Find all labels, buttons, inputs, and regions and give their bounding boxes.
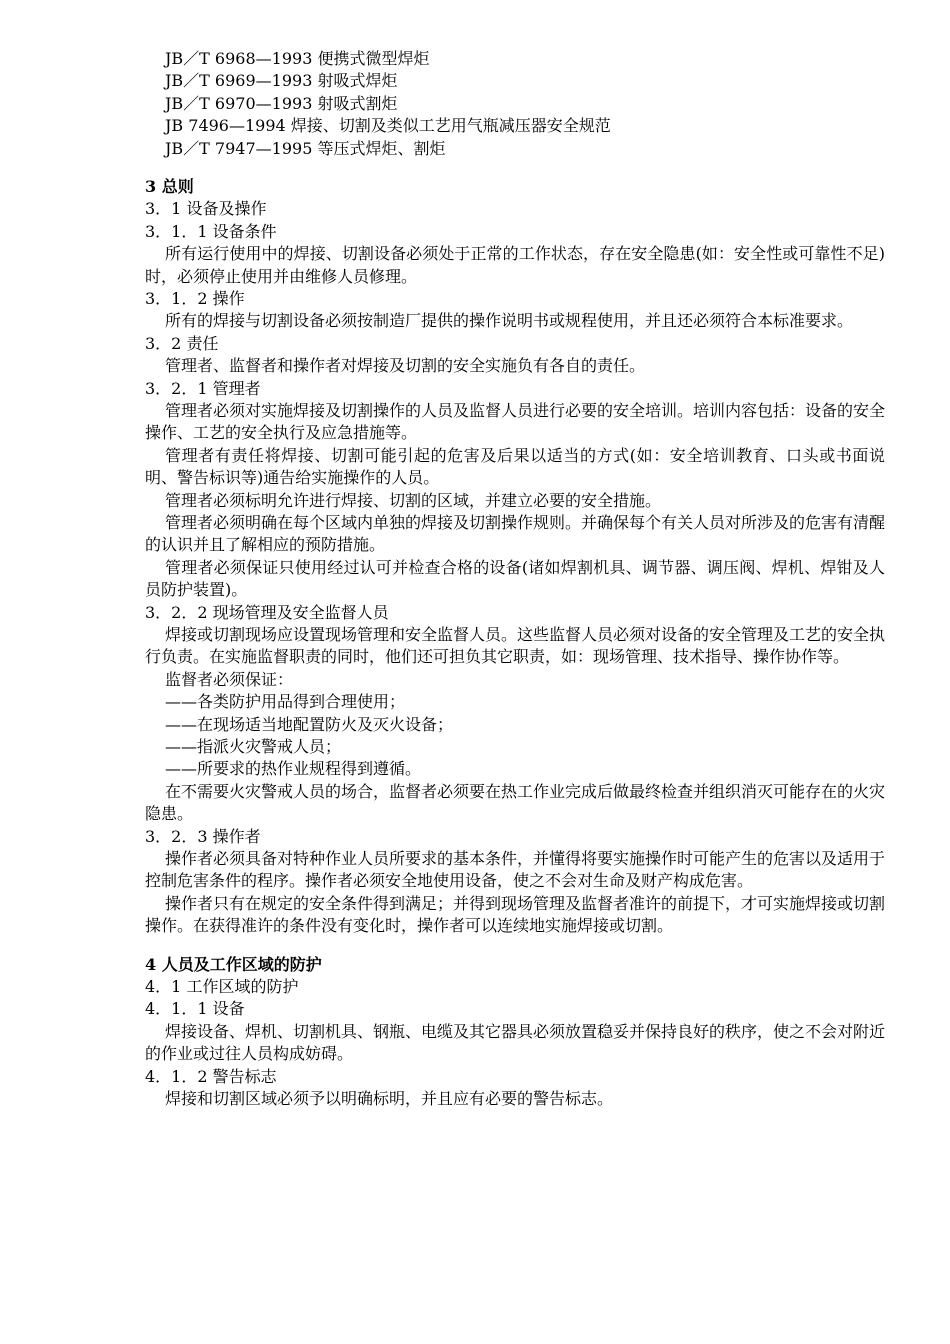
section-3-heading: 3 总则	[145, 176, 194, 196]
clause-3-2-1-text: 管理者必须保证只使用经过认可并检查合格的设备(诸如焊割机具、调节器、调压阀、焊机、焊钳及人员防护装置)。	[145, 557, 885, 600]
clause-3-2-3-text: 操作者只有在规定的安全条件得到满足；并得到现场管理及监督者准许的前提下，才可实施焊接或切割操作。在获得准许的条件没有变化时，操作者可以连续地实施焊接或切割。	[145, 893, 886, 936]
dash-list-item: ——所要求的热作业规程得到遵循。	[165, 759, 422, 779]
clause-3-2-3-text: 操作者必须具备对特种作业人员所要求的基本条件，并懂得将要实施操作时可能产生的危害以及适用于控制危害条件的程序。操作者必须安全地使用设备，使之不会对生命及财产构成危害。	[145, 848, 886, 891]
clause-3-1-heading: 3．1 设备及操作	[145, 199, 267, 219]
section-gap	[145, 160, 885, 176]
reference-item: JB／T 6969—1993 射吸式焊炬	[165, 71, 398, 91]
clause-3-1-2-text: 所有的焊接与切割设备必须按制造厂提供的操作说明书或规程使用，并且还必须符合本标准要求。	[165, 311, 854, 331]
clause-3-2-2-heading: 3．2．2 现场管理及安全监督人员	[145, 602, 389, 622]
dash-list-item: ——指派火灾警戒人员；	[165, 736, 342, 756]
clause-3-2-1-text: 管理者必须对实施焊接及切割操作的人员及监督人员进行必要的安全培训。培训内容包括：设备的安全操作、工艺的安全执行及应急措施等。	[145, 400, 886, 443]
clause-3-1-1-text: 所有运行使用中的焊接、切割设备必须处于正常的工作状态，存在安全隐患(如：安全性或可靠性不足)时，必须停止使用并由维修人员修理。	[145, 244, 885, 286]
clause-4-1-2-text: 焊接和切割区域必须予以明确标明，并且应有必要的警告标志。	[165, 1088, 614, 1108]
clause-3-2-3-heading: 3．2．3 操作者	[145, 826, 261, 846]
clause-3-2-2-text: 在不需要火灾警戒人员的场合，监督者必须要在热工作业完成后做最终检查并组织消灭可能存在的火灾隐患。	[145, 781, 886, 824]
clause-3-2-heading: 3．2 责任	[145, 333, 219, 353]
reference-item: JB／T 6968—1993 便携式微型焊炬	[165, 49, 430, 68]
section-4-heading: 4 人员及工作区域的防护	[145, 954, 322, 974]
clause-4-1-1-text: 焊接设备、焊机、切割机具、钢瓶、电缆及其它器具必须放置稳妥并保持良好的秩序，使之不会对附近的作业或过往人员构成妨碍。	[145, 1021, 886, 1064]
dash-list-item: ——在现场适当地配置防火及灭火设备；	[165, 714, 454, 734]
reference-item: JB／T 6970—1993 射吸式割炬	[165, 93, 398, 113]
clause-4-1-heading: 4．1 工作区域的防护	[145, 976, 299, 996]
clause-3-2-text: 管理者、监督者和操作者对焊接及切割的安全实施负有各自的责任。	[165, 356, 646, 376]
reference-item: JB 7496—1994 焊接、切割及类似工艺用气瓶减压器安全规范	[165, 116, 611, 136]
clause-3-2-1-text: 管理者有责任将焊接、切割可能引起的危害及后果以适当的方式(如：安全培训教育、口头或书面说明、警告标识等)通告给实施操作的人员。	[145, 445, 885, 488]
document-body	[145, 48, 885, 1110]
clause-3-2-1-text: 管理者必须明确在每个区域内单独的焊接及切割操作规则。并确保每个有关人员对所涉及的危害有清醒的认识并且了解相应的预防措施。	[145, 512, 886, 555]
clause-4-1-1-heading: 4．1．1 设备	[145, 999, 245, 1019]
clause-4-1-2-heading: 4．1．2 警告标志	[145, 1066, 277, 1086]
dash-list-item: ——各类防护用品得到合理使用；	[165, 692, 406, 712]
clause-3-1-1-heading: 3．1．1 设备条件	[145, 221, 277, 241]
reference-item: JB／T 7947—1995 等压式焊炬、割炬	[165, 138, 446, 158]
clause-3-2-2-text: 焊接或切割现场应设置现场管理和安全监督人员。这些监督人员必须对设备的安全管理及工艺的安全执行负责。在实施监督职责的同时，他们还可担负其它职责，如：现场管理、技术指导、操作协作等。	[145, 624, 886, 667]
clause-3-2-2-text: 监督者必须保证：	[165, 669, 294, 689]
clause-3-1-2-heading: 3．1．2 操作	[145, 288, 245, 308]
clause-3-2-1-heading: 3．2．1 管理者	[145, 378, 261, 398]
clause-3-2-1-text: 管理者必须标明允许进行焊接、切割的区域，并建立必要的安全措施。	[165, 490, 662, 510]
section-gap	[145, 938, 885, 954]
